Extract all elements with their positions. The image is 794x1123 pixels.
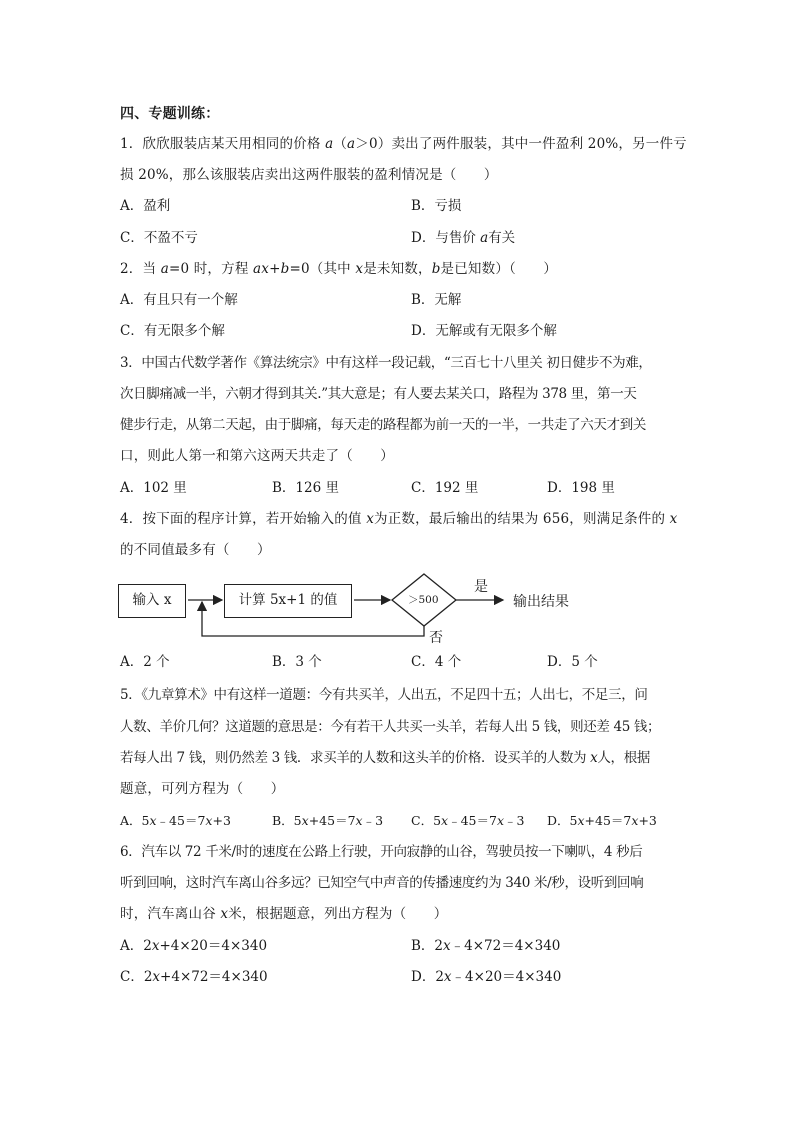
q5-line-2: 人数、羊价几何？这道题的意思是：今有若干人共买一头羊，若每人出 5 钱，则还差 45 钱； xyxy=(120,719,661,735)
q5-line-4: 题意，可列方程为（ ） xyxy=(120,781,285,797)
q4-option-d: D．5 个 xyxy=(547,654,598,670)
q5-option-a: A．5x﹣45＝7x+3 xyxy=(120,813,231,828)
q3-line-4: 口，则此人第一和第六这两天共走了（ ） xyxy=(120,448,394,464)
q2-option-a: A．有且只有一个解 xyxy=(120,292,238,308)
q6-option-d: D．2x﹣4×20＝4×340 xyxy=(411,969,562,985)
q1-line-1: 1．欣欣服装店某天用相同的价格 a（a＞0）卖出了两件服装，其中一件盈利 20%，另一件亏 xyxy=(120,136,687,152)
q5-line-1: 5．《九章算术》中有这样一道题：今有共买羊，人出五，不足四十五；人出七，不足三，问 xyxy=(120,687,648,703)
section-title: 四、专题训练： xyxy=(120,106,220,122)
no-label: 否 xyxy=(429,630,443,646)
q4-option-a: A．2 个 xyxy=(120,654,170,670)
q1-option-c: C．不盈不亏 xyxy=(120,230,198,246)
q5-option-d: D．5x+45＝7x+3 xyxy=(547,813,657,828)
q3-line-1: 3．中国古代数学著作《算法统宗》中有这样一段记载，“三百七十八里关 初日健步不为难， xyxy=(120,355,652,371)
q5-option-b: B．5x+45＝7x﹣3 xyxy=(272,813,384,828)
q1-option-b: B．亏损 xyxy=(411,198,462,214)
q4-line-1: 4．按下面的程序计算，若开始输入的值 x为正数，最后输出的结果为 656，则满足条件的 x xyxy=(120,511,678,527)
condition-label: ＞500 xyxy=(408,594,439,606)
q1-line-2: 损 20%，那么该服装店卖出这两件服装的盈利情况是（ ） xyxy=(120,167,498,183)
q2-option-c: C．有无限多个解 xyxy=(120,323,225,339)
q4-option-b: B．3 个 xyxy=(272,654,322,670)
q2-option-b: B．无解 xyxy=(411,292,462,308)
q6-line-3: 时，汽车离山谷 x米，根据题意，列出方程为（ ） xyxy=(120,906,448,922)
q3-option-c: C．192 里 xyxy=(411,480,479,496)
q5-option-c: C．5x﹣45＝7x﹣3 xyxy=(411,813,525,828)
q2-option-d: D．无解或有无限多个解 xyxy=(411,323,557,339)
q1-option-a: A．盈利 xyxy=(120,198,171,214)
q6-option-b: B．2x﹣4×72＝4×340 xyxy=(411,938,561,954)
compute-box: 计算 5x+1 的值 xyxy=(224,584,352,618)
q2-line-1: 2．当 a=0 时，方程 ax+b=0（其中 x是未知数，b是已知数）（ ） xyxy=(120,261,558,277)
q6-line-1: 6．汽车以 72 千米/时的速度在公路上行驶，开向寂静的山谷，驾驶员按一下喇叭，4 秒后 xyxy=(120,844,643,860)
q4-option-c: C．4 个 xyxy=(411,654,462,670)
program-flowchart xyxy=(118,570,598,650)
q6-option-c: C．2x+4×72＝4×340 xyxy=(120,969,268,985)
q6-line-2: 听到回响，这时汽车离山谷多远？已知空气中声音的传播速度约为 340 米/秒，设听到回响 xyxy=(120,875,644,891)
q3-line-2: 次日脚痛减一半，六朝才得到其关.”其大意是；有人要去某关口，路程为 378 里，第一天 xyxy=(120,386,637,402)
q4-line-2: 的不同值最多有（ ） xyxy=(120,542,271,558)
q3-option-b: B．126 里 xyxy=(272,480,339,496)
input-box: 输入 x xyxy=(118,584,186,618)
q3-line-3: 健步行走，从第二天起，由于脚痛，每天走的路程都为前一天的一半，一共走了六天才到关 xyxy=(120,417,646,433)
yes-label: 是 xyxy=(474,579,488,595)
output-label: 输出结果 xyxy=(513,594,569,610)
q6-option-a: A．2x+4×20＝4×340 xyxy=(120,938,268,954)
q5-line-3: 若每人出 7 钱，则仍然差 3 钱．求买羊的人数和这头羊的价格．设买羊的人数为 x人，根据 xyxy=(120,750,651,766)
q3-option-d: D．198 里 xyxy=(547,480,615,496)
q1-option-d: D．与售价 a有关 xyxy=(411,230,516,246)
q3-option-a: A．102 里 xyxy=(120,480,187,496)
